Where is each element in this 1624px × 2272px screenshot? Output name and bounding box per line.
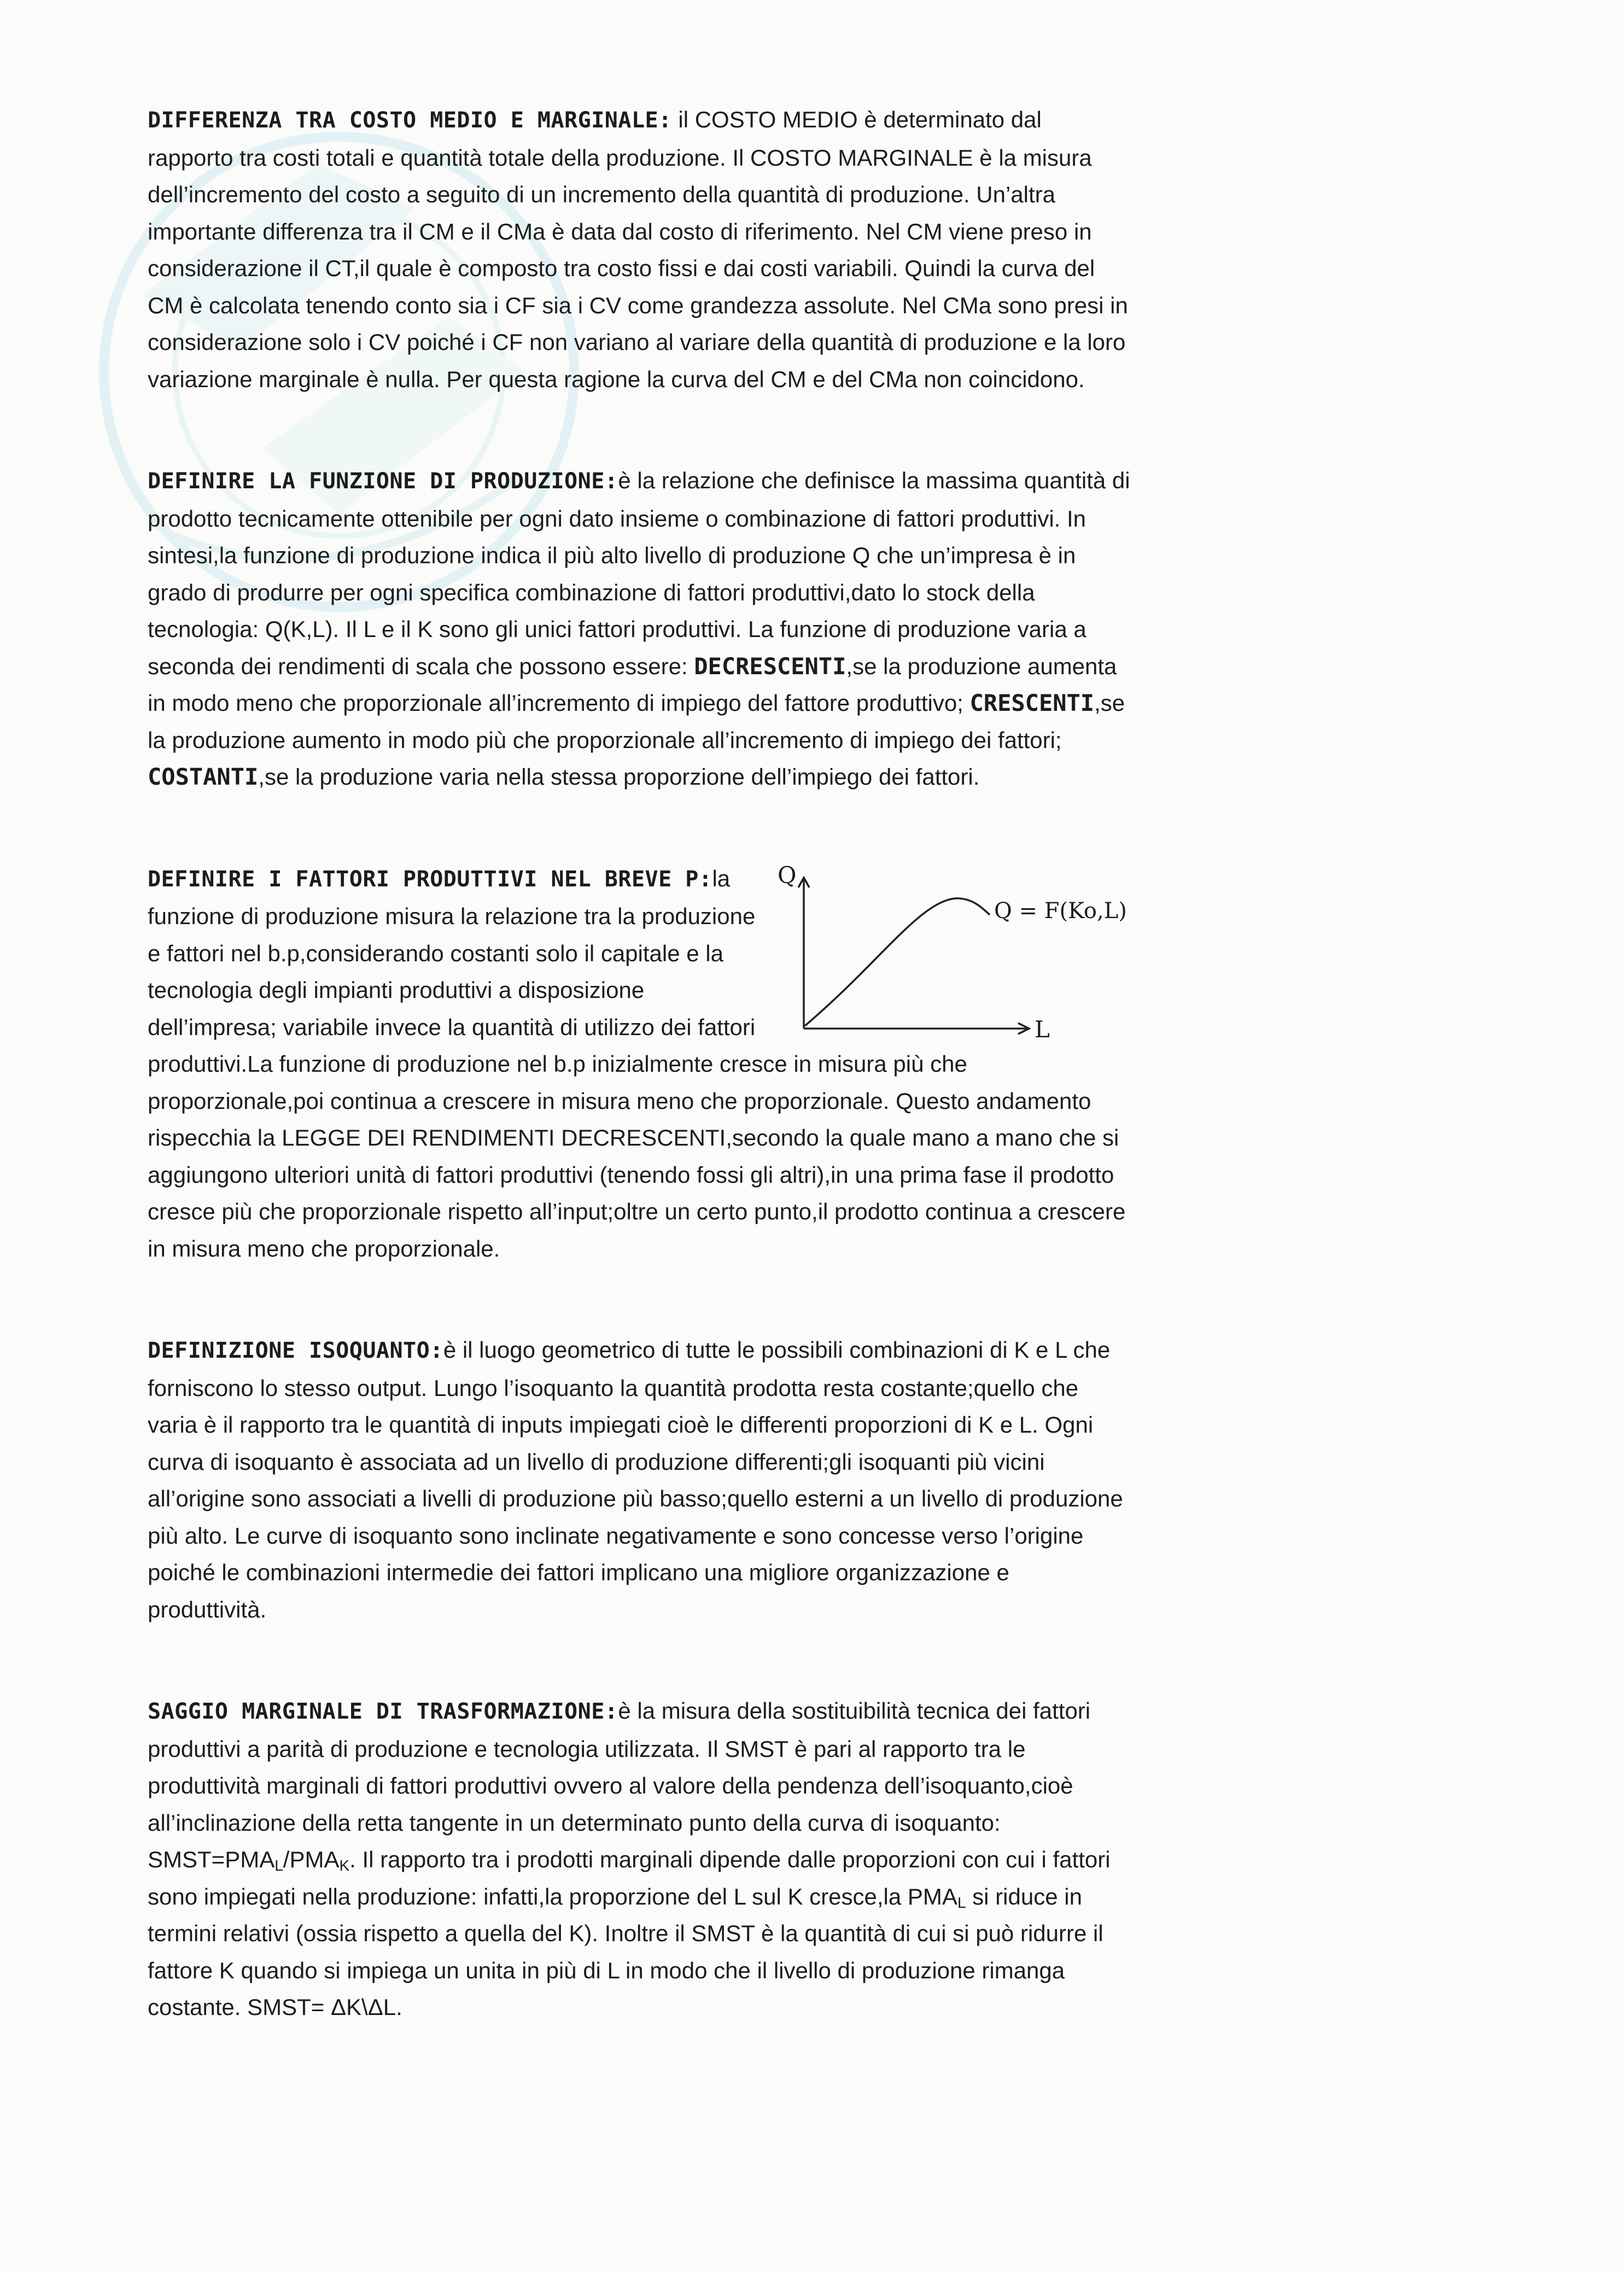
subscript: L [274, 1857, 283, 1874]
paragraph [148, 462, 1132, 796]
section-heading: DEFINIZIONE ISOQUANTO: [148, 1338, 443, 1363]
section-body: si riduce in termini relativi (ossia rispetto a quella del K). Inoltre il SMST è la quantità di cui si può ridurre il fattore K quando si impiega un unita in più di L in modo che il livello di produzione rimanga costante. SMST= ΔK\ΔL. [148, 1883, 1103, 2020]
section-body: ,se la produzione aumenta in modo meno che proporzionale all’incremento di impiego del fattore produttivo; [148, 653, 1117, 716]
section-funzione-produzione [148, 462, 1132, 796]
paragraph [148, 101, 1132, 398]
section-body: /PMA [283, 1847, 340, 1872]
section-body: è il luogo geometrico di tutte le possibili combinazioni di K e L che forniscono lo stesso output. Lungo l’isoquanto la quantità prodotta resta costante;quello che varia è il rapporto tra le quantità di inputs impiegati cioè le differenti proporzioni di K e L. Ogni curva di isoquanto è associata ad un livello di produzione differenti;gli isoquanti più vicini all’origine sono associati a livelli di produzione più basso;quello esterni a un livello di produzione più alto. Le curve di isoquanto sono inclinate negativamente e sono concesse verso l’origine poiché le combinazioni intermedie dei fattori implicano una migliore organizzazione e produttività. [148, 1337, 1123, 1622]
section-body: la funzione di produzione misura la relazione tra la produzione e fattori nel b.p,considerando costanti solo il capitale e la tecnologia degli impianti produttivi a disposizione dell’impresa; variabile invece la quantità di utilizzo dei fattori produttivi.La funzione di produzione nel b.p inizialmente cresce in misura più che proporzionale,poi continua a crescere in misura meno che proporzionale. Questo andamento rispecchia la LEGGE DEI RENDIMENTI DECRESCENTI,secondo la quale mano a mano che si aggiungono ulteriori unità di fattori produttivi (tenendo fossi gli altri),in una prima fase il prodotto cresce più che proporzionale rispetto all’input;oltre un certo punto,il prodotto continua a crescere in misura meno che proporzionale. [148, 865, 1126, 1261]
section-body: . Il rapporto tra i prodotti marginali dipende dalle proporzioni con cui i fattori sono impiegati nella produzione: infatti,la proporzione del L sul K cresce,la PMA [148, 1847, 1111, 1909]
section-body: ,se la produzione varia nella stessa proporzione dell’impiego dei fattori. [258, 764, 980, 790]
graph-x-label: L [1035, 1015, 1050, 1043]
graph-y-label: Q [778, 861, 797, 889]
section-saggio-marginale [148, 1692, 1132, 2026]
paragraph [148, 1331, 1132, 1628]
subscript: L [957, 1894, 966, 1911]
section-heading: DIFFERENZA TRA COSTO MEDIO E MARGINALE: [148, 108, 672, 133]
document-page [148, 101, 1132, 2090]
section-body: il COSTO MEDIO è determinato dal rapporto tra costi totali e quantità totale della produzione. Il COSTO MARGINALE è la misura dell’incremento del costo a seguito di un incremento della quantità di produzione. Un’altra importante differenza tra il CM e il CMa è data dal costo di riferimento. Nel CM viene preso in considerazione il CT,il quale è composto tra costo fissi e dai costi variabili. Quindi la curva del CM è calcolata tenendo conto sia i CF sia i CV come grandezza assolute. Nel CMa sono presi in considerazione solo i CV poiché i CF non variano al variare della quantità di produzione e la loro variazione marginale è nulla. Per questa ragione la curva del CM e del CMa non coincidono. [148, 107, 1128, 392]
section-body: ,se la produzione aumento in modo più che proporzionale all’incremento di impiego dei fattori; [148, 690, 1125, 753]
section-heading: DEFINIRE I FATTORI PRODUTTIVI NEL BREVE P: [148, 866, 712, 892]
section-fattori-breve-periodo [148, 860, 1132, 1268]
paragraph [148, 1692, 1132, 2026]
section-heading: SAGGIO MARGINALE DI TRASFORMAZIONE: [148, 1699, 618, 1724]
paragraph [148, 860, 1132, 1268]
section-body: è la relazione che definisce la massima quantità di prodotto tecnicamente ottenibile per ogni dato insieme o combinazione di fattori produttivi. In sintesi,la funzione di produzione indica il più alto livello di produzione Q che un’impresa è in grado di produrre per ogni specifica combinazione di fattori produttivi,dato lo stock della tecnologia: Q(K,L). Il L e il K sono gli unici fattori produttivi. La funzione di produzione varia a seconda dei rendimenti di scala che possono essere: [148, 468, 1130, 679]
production-function-graph [771, 861, 1132, 1045]
keyword-decrescenti: DECRESCENTI [694, 652, 846, 680]
production-curve [805, 898, 990, 1025]
keyword-costanti: COSTANTI [148, 763, 259, 790]
section-body: è la misura della sostituibilità tecnica dei fattori produttivi a parità di produzione e tecnologia utilizzata. Il SMST è pari al rapporto tra le produttività marginali di fattori produttivi ovvero al valore della pendenza dell’isoquanto,cioè all’inclinazione della retta tangente in un determinato punto della curva di isoquanto: SMST=PMA [148, 1698, 1091, 1872]
keyword-crescenti: CRESCENTI [969, 690, 1095, 716]
section-heading: DEFINIRE LA FUNZIONE DI PRODUZIONE: [148, 469, 618, 494]
section-costo-medio-marginale [148, 101, 1132, 398]
section-isoquanto [148, 1331, 1132, 1628]
subscript: K [339, 1857, 350, 1874]
graph-curve-label: Q = F(Ko,L) [994, 898, 1127, 924]
